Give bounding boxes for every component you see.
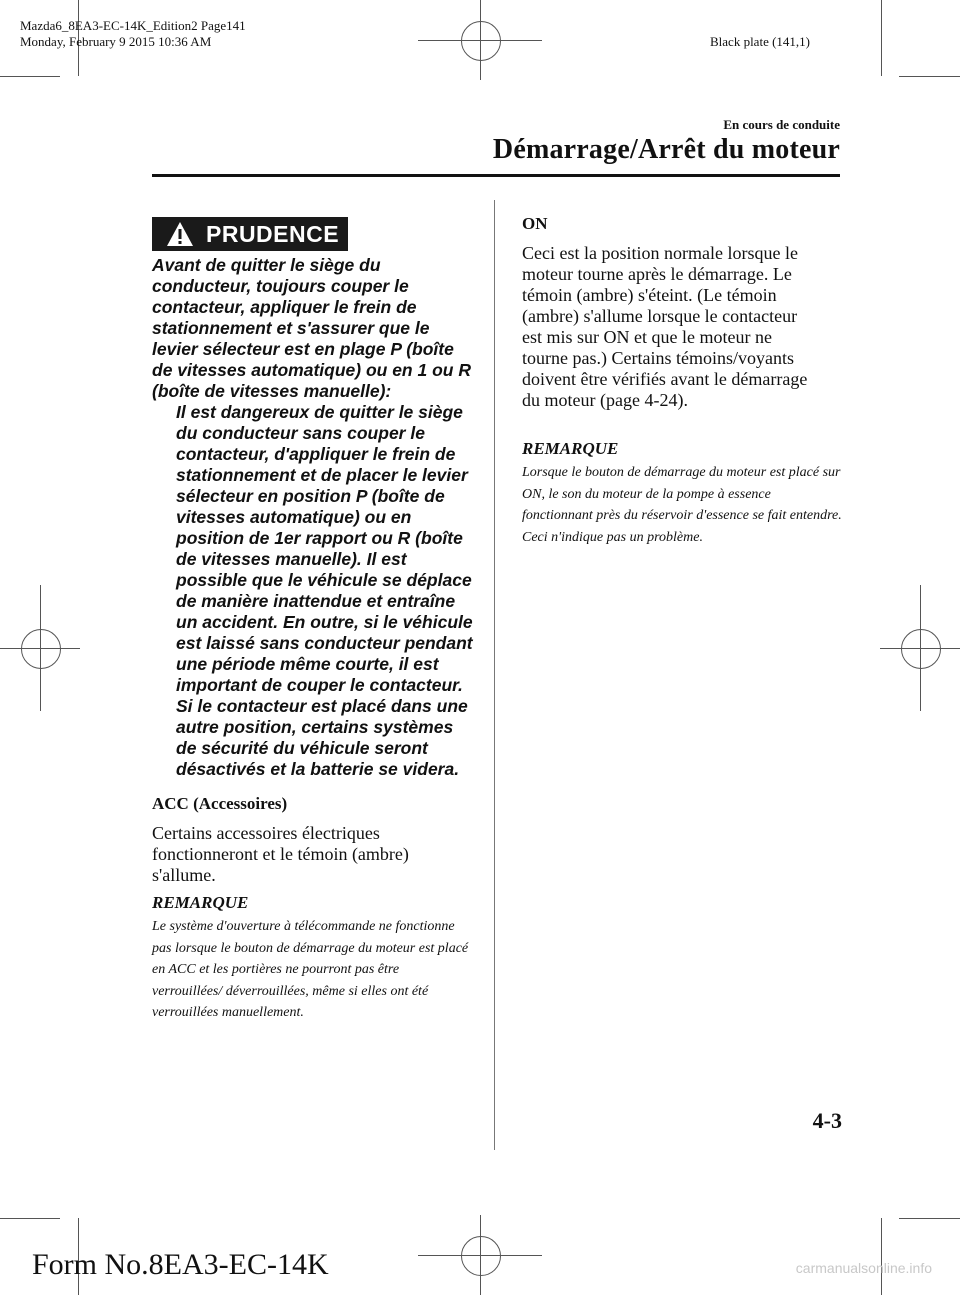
page-number: 4-3	[812, 1108, 842, 1133]
on-remark-text: Lorsque le bouton de démarrage du moteur est placé sur ON, le son du moteur de la pompe à essence fonctionnant près du réservoir d'essence se fait entendre. Ceci n'indique pas un problème.	[522, 465, 842, 545]
acc-remark-text: Le système d'ouverture à télécommande ne fonctionne pas lorsque le bouton de démarrage du moteur est placé en ACC et les portières ne pourront pas être verrouillées/ déverrouillées, même si elles ont été verrouillées manuellement.	[152, 919, 469, 1020]
black-plate-label: Black plate (141,1)	[710, 34, 810, 49]
print-metadata	[20, 18, 246, 50]
print-date-line: Monday, February 9 2015 10:36 AM	[20, 34, 212, 49]
on-heading: ON	[522, 214, 548, 233]
on-text: Ceci est la position normale lorsque le moteur tourne après le démarrage. Le témoin (ambre) s'éteint. (Le témoin (ambre) s'allume lorsque le contacteur est mis sur ON et que le moteur ne tourne pas.) Certains témoins/voyants doivent être vérifiés avant le démarrage du moteur (page 4-24).	[522, 243, 808, 410]
caution-heading: Avant de quitter le siège du conducteur, toujours couper le contacteur, appliquer le frein de stationnement et s'assurer que le levier sélecteur est en plage P (boîte de vitesses automatique) ou en 1 ou R (boîte de vitesses manuelle):	[152, 255, 471, 401]
watermark: carmanualsonline.info	[795, 1260, 932, 1276]
acc-remark-label: REMARQUE	[152, 893, 249, 912]
on-remark-label: REMARQUE	[522, 439, 619, 458]
title-rule	[152, 174, 840, 177]
acc-heading: ACC (Accessoires)	[152, 794, 288, 813]
form-number: Form No.8EA3-EC-14K	[32, 1248, 329, 1281]
acc-text: Certains accessoires électriques fonctionneront et le témoin (ambre) s'allume.	[152, 823, 409, 885]
column-divider	[494, 200, 495, 1150]
caution-body: Il est dangereux de quitter le siège du conducteur sans couper le contacteur, d'appliquer le frein de stationnement et de placer le levier sélecteur en position P (boîte de vitesses automatique) ou en position de 1er rapport ou R (boîte de vitesses manuelle). Il est possible que le véhicule se déplace de manière inattendue et entraîne un accident. En outre, si le véhicule est laissé sans conducteur pendant une période même courte, il est important de couper le contacteur. Si le contacteur est placé dans une autre position, certains systèmes de sécurité du véhicule seront désactivés et la batterie se videra.	[176, 402, 473, 779]
caution-label: PRUDENCE	[206, 221, 340, 247]
print-file-line: Mazda6_8EA3-EC-14K_Edition2 Page141	[20, 18, 246, 33]
page-title: Démarrage/Arrêt du moteur	[492, 134, 840, 165]
warning-triangle-icon	[166, 221, 194, 247]
section-label: En cours de conduite	[723, 117, 840, 132]
